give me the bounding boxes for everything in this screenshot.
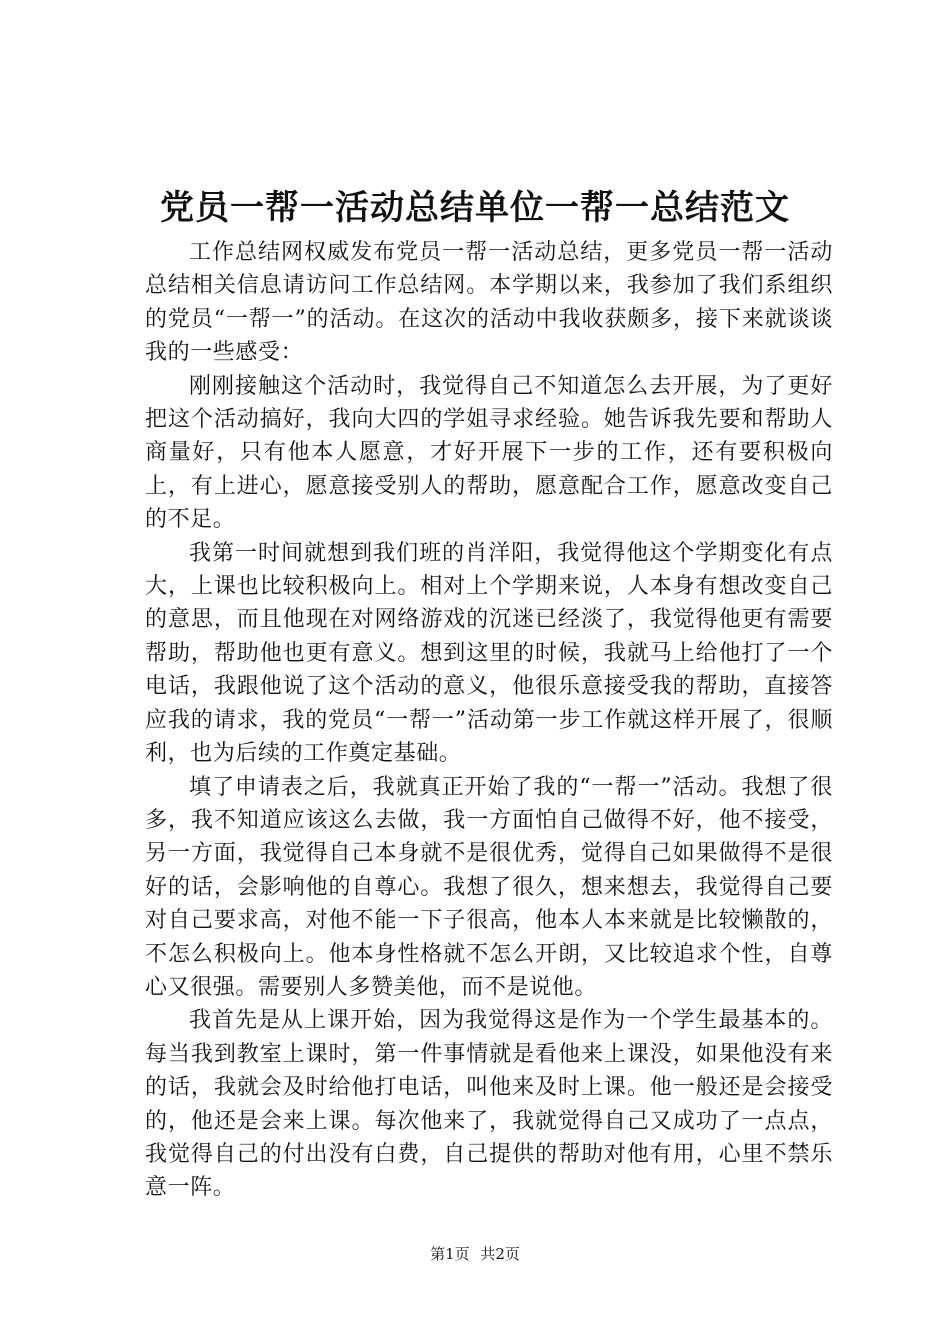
paragraph-2: 刚刚接触这个活动时，我觉得自己不知道怎么去开展，为了更好把这个活动搞好，我向大四的学姐寻求经验。她告诉我先要和帮助人商量好，只有他本人愿意，才好开展下一步的工作，还有要积极向上，有上进心，愿意接受别人的帮助，愿意配合工作，愿意改变自己的不足。 [145,373,833,533]
paragraph-5: 我首先是从上课开始，因为我觉得这是作为一个学生最基本的。每当我到教室上课时，第一件事情就是看他来上课没，如果他没有来的话，我就会及时给他打电话，叫他来及时上课。他一般还是会接受的，他还是会来上课。每次他来了，我就觉得自己又成功了一点点，我觉得自己的付出没有白费，自己提供的帮助对他有用，心里不禁乐意一阵。 [145,1008,833,1201]
page-number: 第1页 [430,1245,470,1263]
page-total: 共2页 [480,1245,520,1263]
page-footer [0,1244,950,1264]
paragraph-4: 填了申请表之后，我就真正开始了我的“一帮一”活动。我想了很多，我不知道应该这么去做，我一方面怕自己做得不好，他不接受，另一方面，我觉得自己本身就不是很优秀，觉得自己如果做得不是很好的话，会影响他的自尊心。我想了很久，想来想去，我觉得自己要对自己要求高，对他不能一下子很高，他本人本来就是比较懒散的，不怎么积极向上。他本身性格就不怎么开朗，又比较追求个性，自尊心又很强。需要别人多赞美他，而不是说他。 [145,774,833,1000]
document-body [145,236,833,1205]
paragraph-3: 我第一时间就想到我们班的肖洋阳，我觉得他这个学期变化有点大，上课也比较积极向上。相对上个学期来说，人本身有想改变自己的意思，而且他现在对网络游戏的沉迷已经淡了，我觉得他更有需要帮助，帮助他也更有意义。想到这里的时候，我就马上给他打了一个电话，我跟他说了这个活动的意义，他很乐意接受我的帮助，直接答应我的请求，我的党员“一帮一”活动第一步工作就这样开展了，很顺利，也为后续的工作奠定基础。 [145,540,833,767]
document-title: 党员一帮一活动总结单位一帮一总结范文 [160,188,790,228]
paragraph-1: 工作总结网权威发布党员一帮一活动总结，更多党员一帮一活动总结相关信息请访问工作总结网。本学期以来，我参加了我们系组织的党员“一帮一”的活动。在这次的活动中我收获颇多，接下来就谈谈我的一些感受： [145,240,833,366]
